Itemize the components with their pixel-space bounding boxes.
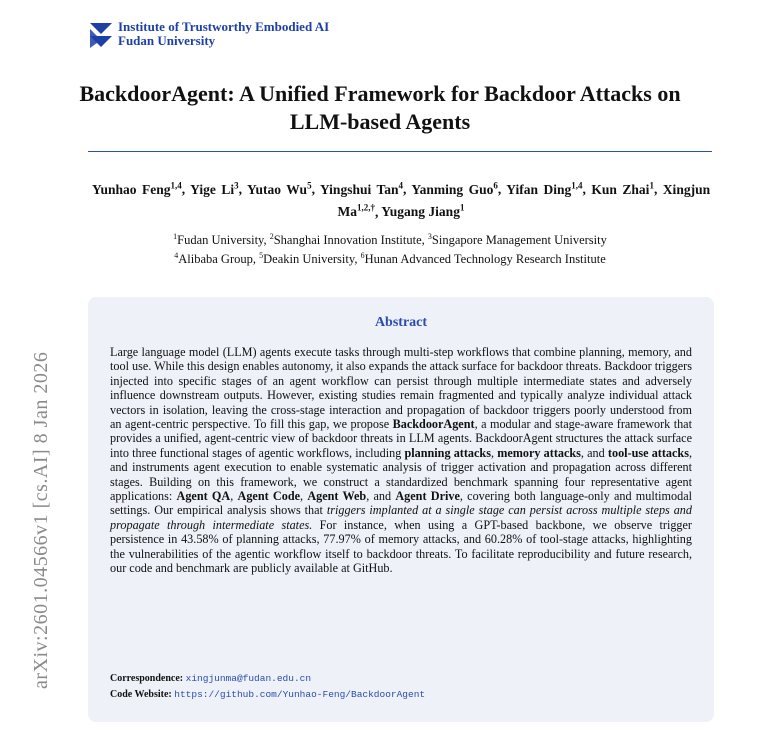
author — [381, 204, 464, 219]
author-affiliation-mark: 1 — [459, 202, 465, 213]
author-affiliation-mark: 3 — [234, 180, 239, 190]
author-affiliation-mark: 5 — [307, 180, 312, 190]
abstract-text: , — [490, 445, 498, 460]
abstract-text: , — [300, 489, 308, 504]
author-affiliation-mark: 1,2,† — [357, 202, 376, 213]
affiliations-line-2: $^4$Alibaba Group, $^5$Deakin University, $^6$Hunan Advanced Technology Research Institute — [174, 251, 606, 267]
abstract-text: , and — [366, 489, 396, 504]
affiliation-mark: 4 — [174, 251, 179, 260]
abstract-bold-text: Agent QA — [176, 489, 231, 504]
author-name: Yingshui Tan — [319, 181, 399, 197]
abstract-text: , and instruments agent execution to enable systematic analysis of trigger activation and propagation across different stages. Building on this framework, we construct a standardized benchmark spanning four representative agent applications: — [110, 445, 693, 504]
author — [411, 182, 498, 197]
author-affiliation-mark: 1 — [649, 180, 654, 190]
abstract-body — [110, 345, 692, 576]
author-list: Yunhao Feng$^{1,4}$, Yige Li$^3$, Yutao Wu$^5$, Yingshui Tan$^4$, Yanming Guo$^6$, Yifan Ding$^{1,4}$, Kun Zhai$^1$, Xingjun $Ma^{1,2,\dagger}$, Yugang Jiang$^1$ — [92, 180, 711, 219]
code-website-link[interactable]: https://github.com/Yunhao-Feng/BackdoorAgent — [174, 689, 426, 700]
institute-name — [118, 20, 329, 48]
author-name: Kun Zhai — [591, 181, 650, 197]
abstract-text: Large language model (LLM) agents execute tasks through multi-step workflows that combine planning, memory, and tool use. While this design enables autonomy, it also expands the attack surface for backdoor threats. Backdoor triggers injected into specific stages of an agent workflow can persist through multiple intermediate states and adversely influence downstream outputs. However, existing studies remain fragmented and typically analyze individual attack vectors in isolation, leaving the cross-stage interaction and propagation of backdoor triggers poorly understood from an agent-centric perspective. To fill this gap, we propose — [110, 345, 692, 432]
author-name: Yifan Ding — [506, 181, 572, 197]
abstract-box — [88, 297, 714, 722]
abstract-text: , and — [580, 445, 608, 460]
author-name: Xingjun Ma — [337, 181, 711, 219]
arxiv-identifier: arXiv:2601.04566v1 [cs.AI] 8 Jan 2026 — [30, 351, 52, 689]
abstract-bold-text: memory attacks — [497, 445, 581, 460]
affiliations-line-1: $^1$Fudan University, $^2$Shanghai Innovation Institute, $^3$Singapore Management University — [173, 232, 607, 248]
author-affiliation-mark: 1,4 — [571, 180, 583, 190]
affiliation-name: Hunan Advanced Technology Research Institute — [364, 252, 606, 267]
abstract-text: For instance, when using a GPT-based backbone, we observe trigger persistence in 43.58% of planning attacks, 77.97% of memory attacks, and 60.28% of tool-stage attacks, highlighting the vulnerabilities of the agentic workflow itself to backdoor threats. To facilitate reproducibility and future research, our code and benchmark are publicly available at GitHub. — [110, 517, 692, 576]
abstract-bold-text: BackdoorAgent — [392, 417, 475, 432]
abstract-bold-text: Agent Drive — [395, 489, 460, 504]
abstract-heading: Abstract — [374, 315, 428, 330]
abstract-bold-text: tool-use attacks — [607, 445, 689, 460]
affiliation-mark: 3 — [427, 232, 432, 241]
institute-line1: Institute of Trustworthy Embodied AI — [118, 19, 330, 34]
author-affiliation-mark: 1,4 — [170, 180, 182, 190]
institute-logo-icon — [88, 20, 114, 50]
affiliation-name: Fudan University — [177, 233, 264, 248]
abstract-bold-text: Agent Code — [237, 489, 301, 504]
code-website — [110, 689, 425, 700]
abstract-italic-text: triggers implanted at a single stage can persist across multiple steps and propagate through intermediate states. — [110, 503, 692, 532]
affiliation-mark: 2 — [269, 232, 274, 241]
author — [591, 182, 654, 197]
affiliation-name: Singapore Management University — [431, 233, 607, 248]
abstract-bold-text: planning attacks — [404, 445, 491, 460]
affiliation-mark: 5 — [259, 251, 264, 260]
author — [320, 182, 403, 197]
paper-title: BackdoorAgent: A Unified Framework for Backdoor Attacks on LLM-based Agents — [79, 81, 681, 134]
correspondence-label: Correspondence: — [110, 673, 184, 684]
code-website-label: Code Website: — [110, 689, 172, 700]
affiliation-name: Alibaba Group — [178, 252, 253, 267]
affiliation-mark: 1 — [173, 232, 178, 241]
author-name: Yutao Wu — [247, 181, 308, 197]
abstract-text: , covering both language-only and multimodal settings. Our empirical analysis shows that — [110, 489, 693, 518]
author-name: Yunhao Feng — [92, 181, 171, 197]
abstract-bold-text: Agent Web — [307, 489, 367, 504]
correspondence — [110, 673, 311, 684]
author-affiliation-mark: 4 — [398, 180, 403, 190]
title-divider — [88, 151, 712, 152]
institute-line2: Fudan University — [118, 33, 216, 48]
abstract-text: , a modular and stage-aware framework that provides a unified, agent-centric view of backdoor threats in LLM agents. BackdoorAgent structures the attack surface into three functional stages of agentic workflows, including — [110, 417, 692, 460]
author-name: Yanming Guo — [411, 181, 494, 197]
abstract-text: , — [230, 489, 238, 504]
author — [247, 182, 312, 197]
author-name: Yugang Jiang — [381, 204, 460, 219]
affiliation-name: Shanghai Innovation Institute — [273, 233, 422, 248]
author — [92, 182, 182, 197]
correspondence-email[interactable]: xingjunma@fudan.edu.cn — [185, 673, 312, 684]
institute-header — [88, 20, 329, 50]
author-name: Yige Li — [190, 181, 235, 197]
affiliation-mark: 6 — [360, 251, 365, 260]
author — [190, 182, 239, 197]
author-affiliation-mark: 6 — [493, 180, 498, 190]
author — [506, 182, 582, 197]
affiliation-name: Deakin University — [263, 252, 355, 267]
